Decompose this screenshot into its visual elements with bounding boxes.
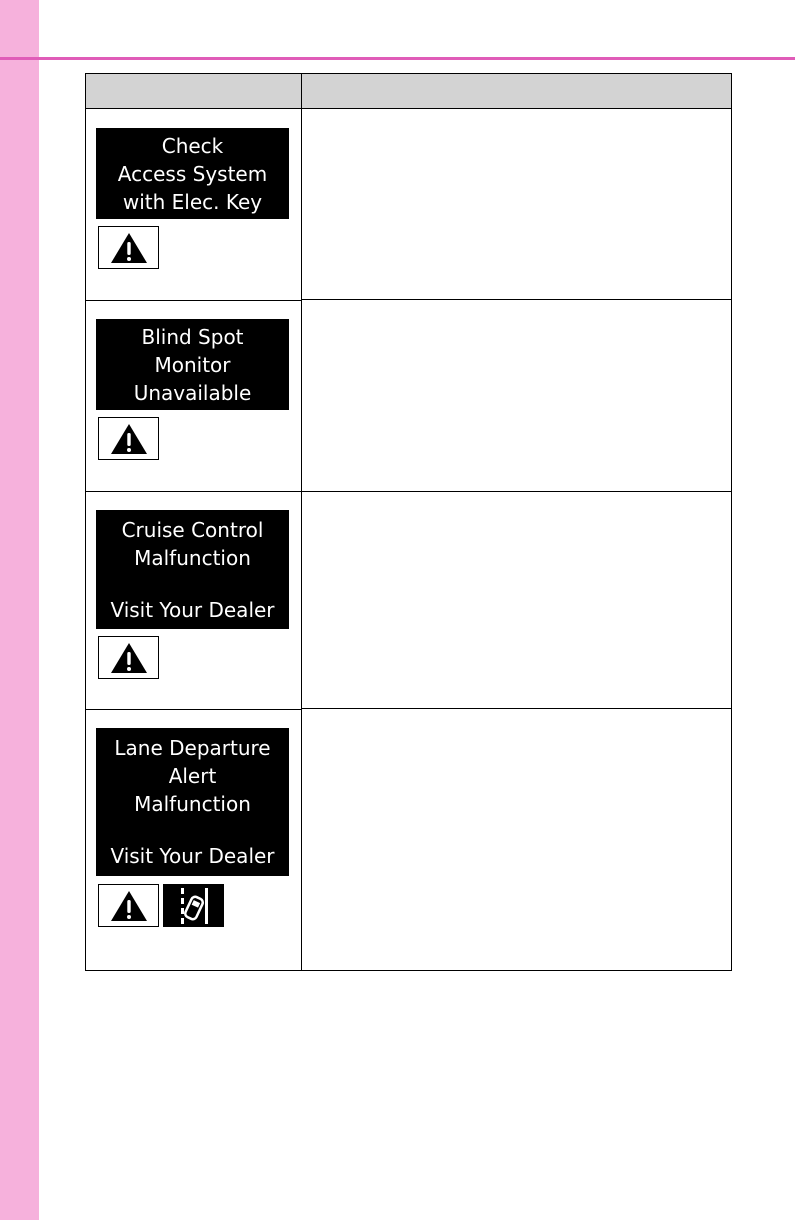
message-line: Malfunction xyxy=(134,792,251,816)
message-display xyxy=(96,128,289,219)
top-rule xyxy=(0,57,795,60)
row-divider xyxy=(86,491,732,492)
message-line: Blind Spot xyxy=(141,324,244,349)
message-line: Alert xyxy=(168,764,217,788)
message-line: Unavailable xyxy=(133,380,252,405)
message-display xyxy=(96,510,289,629)
message-line: Malfunction xyxy=(134,545,251,570)
message-line-spacer xyxy=(96,572,289,596)
warning-icon xyxy=(98,226,159,269)
lane-departure-icon xyxy=(163,884,224,927)
message-line: Visit Your Dealer xyxy=(110,597,275,622)
row-divider-right xyxy=(302,708,732,709)
message-line: Access System xyxy=(117,161,268,186)
message-line-spacer xyxy=(96,818,289,842)
warning-icon xyxy=(98,884,159,927)
row-divider-right xyxy=(302,299,732,300)
message-line: Visit Your Dealer xyxy=(110,844,275,868)
message-line: Lane Departure xyxy=(114,736,271,760)
warning-icon xyxy=(98,417,159,460)
row-divider-left xyxy=(86,709,301,710)
message-line: Monitor xyxy=(154,352,231,377)
message-display xyxy=(96,319,289,410)
table-header xyxy=(86,74,731,109)
message-display xyxy=(96,728,289,876)
row-divider-left xyxy=(86,300,301,301)
warning-message-table xyxy=(85,73,732,971)
message-line: with Elec. Key xyxy=(122,189,263,214)
warning-icon xyxy=(98,636,159,679)
side-tab xyxy=(0,0,39,1220)
message-line: Cruise Control xyxy=(121,517,264,542)
column-divider xyxy=(301,74,302,970)
message-line: Check xyxy=(161,133,224,158)
